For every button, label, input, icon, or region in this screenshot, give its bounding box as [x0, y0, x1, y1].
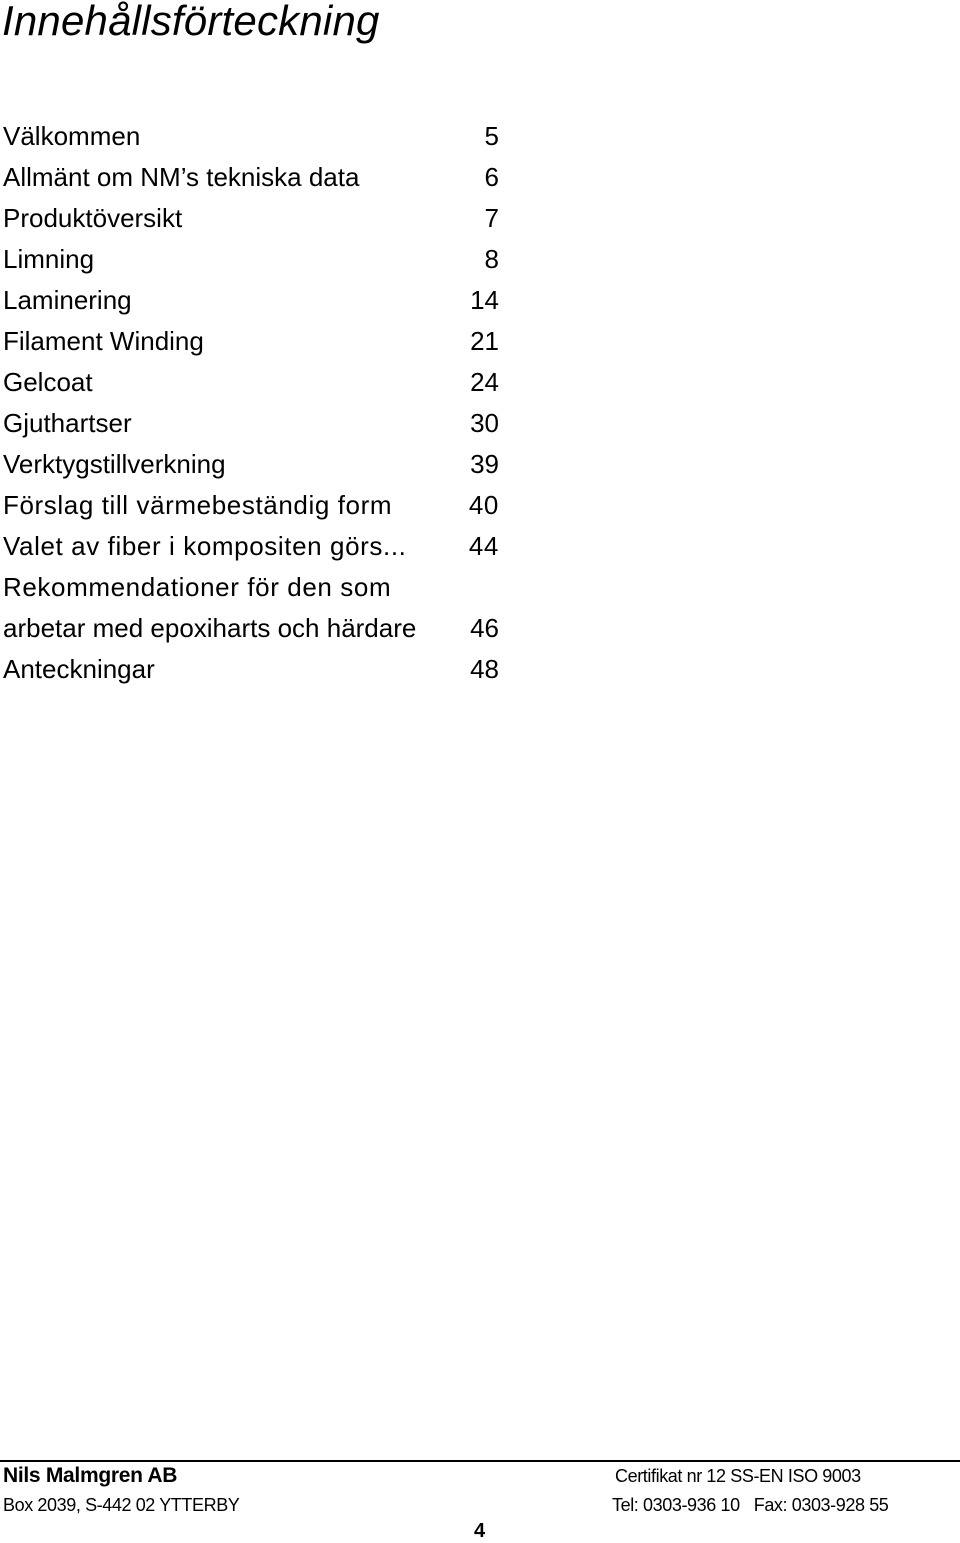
toc-entry-gjuthartser[interactable]	[3, 403, 503, 444]
toc-entry-page-number: 39	[470, 449, 499, 479]
table-of-contents	[3, 116, 503, 690]
toc-entry-page-number: 24	[470, 367, 499, 397]
toc-entry-limning[interactable]	[3, 239, 503, 280]
toc-entry-page-number: 44	[468, 531, 499, 561]
toc-entry-label: Förslag till värmebeständig form	[3, 490, 393, 520]
toc-entry-valkommen[interactable]	[3, 116, 503, 157]
footer-certificate: Certifikat nr 12 SS-EN ISO 9003	[615, 1466, 861, 1486]
toc-entry-label: Filament Winding	[3, 326, 204, 356]
toc-entry-label: Välkommen	[3, 121, 141, 151]
toc-entry-valet-av-fiber[interactable]	[3, 526, 503, 567]
toc-entry-label: Laminering	[3, 285, 132, 315]
footer-phone: Tel: 0303-936 10	[612, 1495, 740, 1515]
toc-entry-label: Produktöversikt	[3, 203, 183, 233]
footer-company-name: Nils Malmgren AB	[3, 1464, 178, 1487]
toc-entry-label: Gelcoat	[3, 367, 93, 397]
toc-entry-anteckningar[interactable]	[3, 649, 503, 690]
footer-address: Box 2039, S-442 02 YTTERBY	[3, 1495, 240, 1515]
toc-entry-page-number: 40	[468, 490, 499, 520]
footer-fax: Fax: 0303-928 55	[753, 1495, 889, 1515]
toc-entry-produktoversikt[interactable]	[3, 198, 503, 239]
toc-entry-page-number: 30	[470, 408, 499, 438]
toc-entry-page-number: 6	[484, 162, 499, 192]
toc-entry-label: Limning	[3, 244, 95, 274]
toc-entry-page-number: 21	[470, 326, 499, 356]
toc-entry-verktygstillverkning[interactable]	[3, 444, 503, 485]
footer-divider	[0, 1460, 960, 1462]
toc-entry-label: arbetar med epoxiharts och härdare	[3, 613, 417, 643]
toc-entry-page-number: 7	[484, 203, 499, 233]
toc-entry-page-number: 14	[470, 285, 499, 315]
toc-entry-allmant-om-nm[interactable]	[3, 157, 503, 198]
toc-entry-laminering[interactable]	[3, 280, 503, 321]
toc-entry-label: Verktygstillverkning	[3, 449, 226, 479]
toc-entry-filament-winding[interactable]	[3, 321, 503, 362]
toc-entry-page-number: 8	[484, 244, 499, 274]
toc-entry-label: Anteckningar	[3, 654, 155, 684]
toc-entry-label: Allmänt om NM’s tekniska data	[3, 162, 360, 192]
toc-entry-rekommendationer-line-1[interactable]	[3, 567, 503, 608]
toc-entry-label: Gjuthartser	[3, 408, 132, 438]
toc-entry-forslag-varmebestandig-form[interactable]	[3, 485, 503, 526]
toc-entry-page-number: 46	[470, 613, 499, 643]
toc-entry-rekommendationer-line-2[interactable]	[3, 608, 503, 649]
footer-contact	[612, 1494, 888, 1516]
toc-entry-gelcoat[interactable]	[3, 362, 503, 403]
toc-entry-page-number: 48	[470, 654, 499, 684]
toc-entry-page-number: 5	[484, 121, 499, 151]
page-title: Innehållsförteckning	[2, 0, 380, 44]
toc-entry-label: Rekommendationer för den som	[3, 572, 392, 602]
toc-entry-label: Valet av fiber i kompositen görs...	[3, 531, 407, 561]
page-number: 4	[474, 1520, 486, 1542]
